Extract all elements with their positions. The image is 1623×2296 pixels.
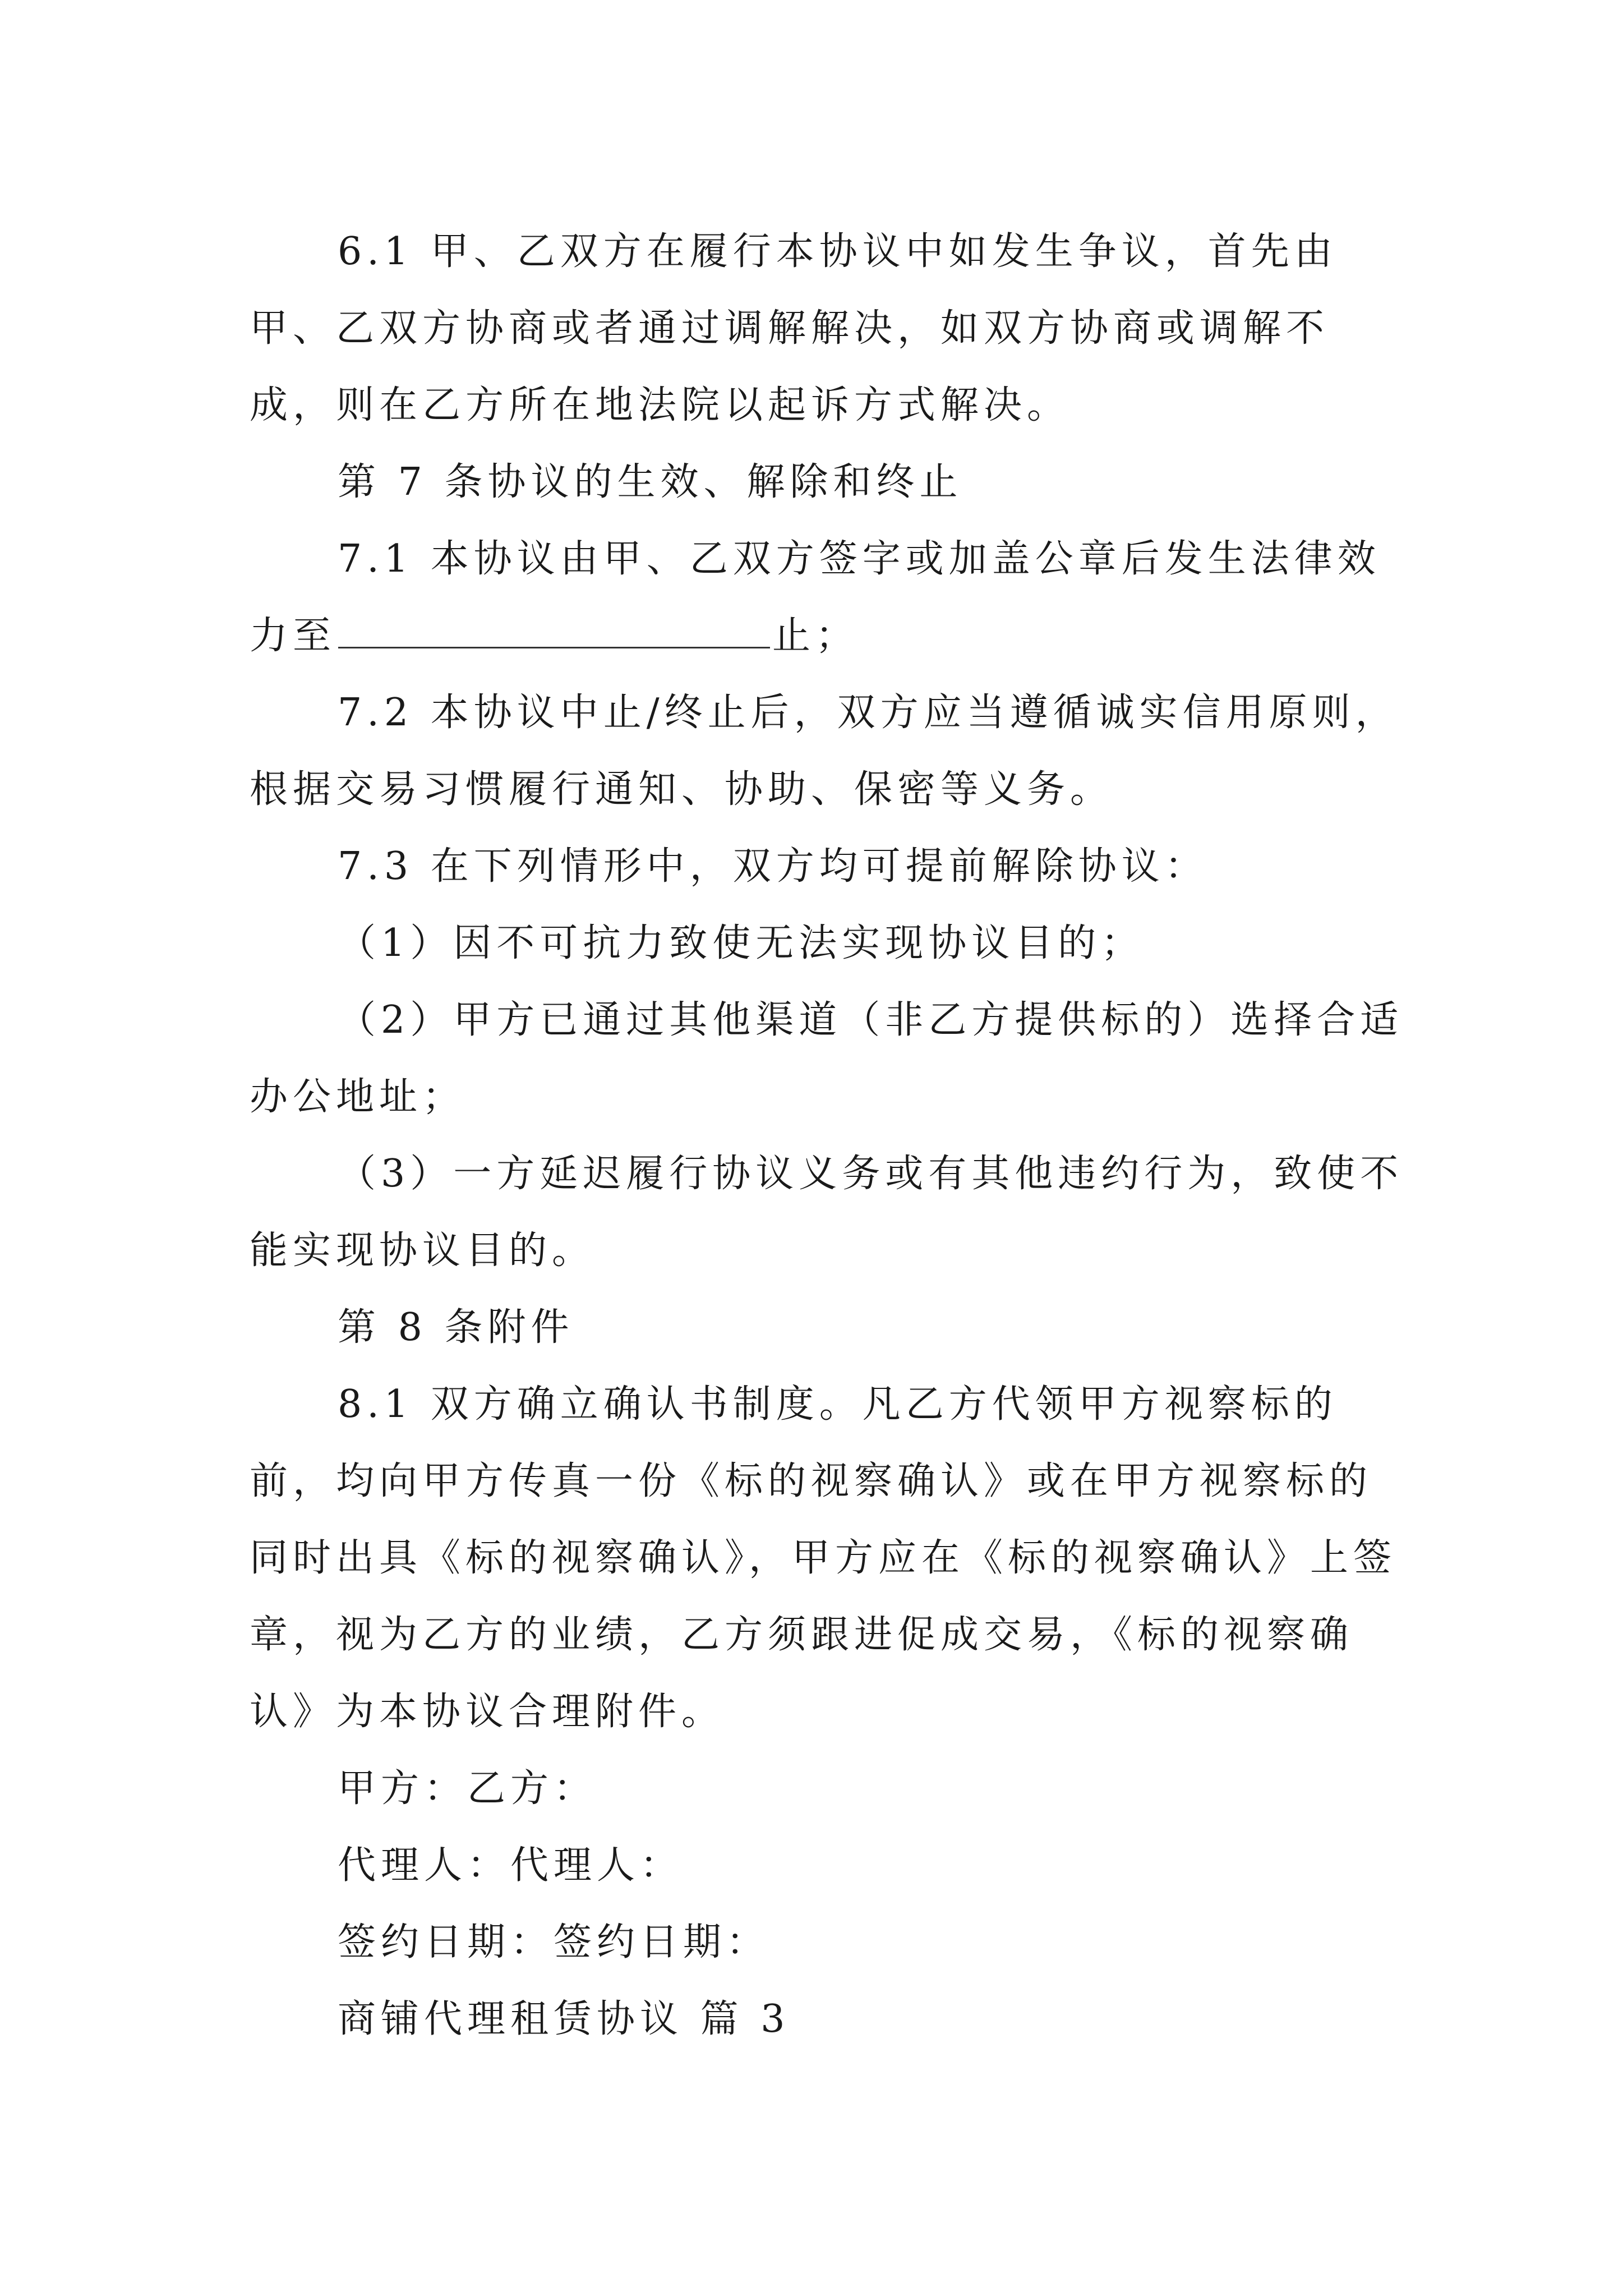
paragraph-7-3: 7.3 在下列情形中，双方均可提前解除协议： <box>338 844 1208 889</box>
signing-dates: 签约日期：签约日期： <box>338 1920 770 1964</box>
section-title-3: 商铺代理租赁协议 篇 3 <box>338 1997 790 2041</box>
paragraph-8-1: 8.1 双方确立确认书制度。凡乙方代领甲方视察标的前，均向甲方传真一份《标的视察确认》或在甲方视察标的同时出具《标的视察确认》，甲方应在《标的视察确认》上签章，视为乙方的业绩，乙方须跟进促成交易，《标的视察确认》为本协议合理附件。 <box>250 1382 1397 1734</box>
party-signatures: 甲方：乙方： <box>338 1766 597 1811</box>
blank-fill-line <box>338 613 770 648</box>
paragraph-7-1-end: 止； <box>772 614 859 658</box>
paragraph-6-1: 6.1 甲、乙双方在履行本协议中如发生争议，首先由甲、乙双方协商或者通过调解解决，如双方协商或调解不成，则在乙方所在地法院以起诉方式解决。 <box>250 229 1338 427</box>
list-item-2: （2）甲方已通过其他渠道（非乙方提供标的）选择合适办公地址； <box>250 998 1404 1119</box>
paragraph-7-2: 7.2 本协议中止/终止后，双方应当遵循诚实信用原则，根据交易习惯履行通知、协助、保密等义务。 <box>250 691 1399 812</box>
agent-signatures: 代理人：代理人： <box>338 1843 684 1888</box>
article-7-heading: 第 7 条协议的生效、解除和终止 <box>338 460 963 504</box>
document-body <box>250 213 1405 2058</box>
list-item-3: （3）一方延迟履行协议义务或有其他违约行为，致使不能实现协议目的。 <box>250 1152 1404 1273</box>
paragraph-7-1 <box>250 521 1405 674</box>
paragraph-7-1-text: 7.1 本协议由甲、乙双方签字或加盖公章后发生法律效力至 <box>250 537 1381 658</box>
article-8-heading: 第 8 条附件 <box>338 1305 574 1350</box>
list-item-1: （1）因不可抗力致使无法实现协议目的； <box>338 921 1145 965</box>
